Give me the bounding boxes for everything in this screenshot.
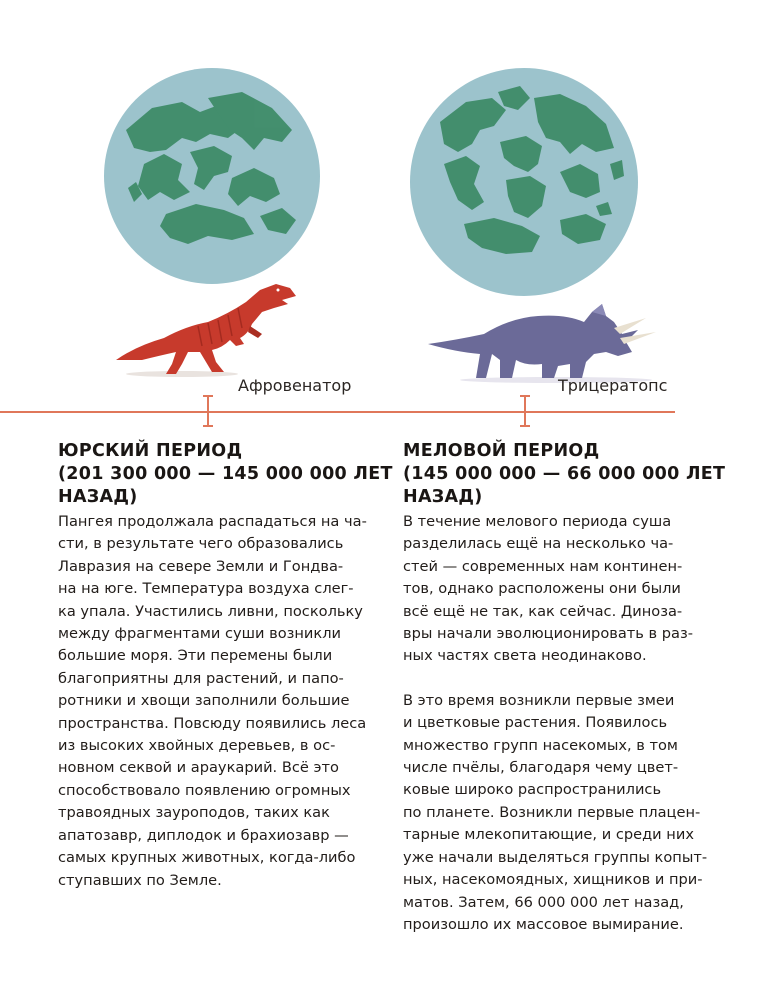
cretaceous-heading: МЕЛОВОЙ ПЕРИОД (145 000 000 — 66 000 000 ЛЕТ НАЗАД) [403, 441, 726, 507]
timeline-tick-cap [520, 395, 530, 397]
cretaceous-continents-illustration [410, 68, 638, 296]
cretaceous-paragraph-1: В течение мелового периода суша разделилась ещё на несколько ча- стей — современных нам континен- тов, однако расположены они были всё ещё не так, как сейчас. Диноза- вры начали эволюционировать в раз- ных частях света неодинаково. [403, 513, 694, 665]
timeline-tick-jurassic [207, 395, 209, 427]
timeline-tick-cap [203, 425, 213, 427]
jurassic-paragraph: Пангея продолжала распадаться на ча- сти, в результате чего образовались Лавразия на севере Земли и Гондва- на на юге. Температура воздуха слег- ка упала. Участились ливни, поскольку между фрагментами суши возникли большие моря. Эти перемены были благоприятны для растений, и папо- ротники и хвощи заполнили большие пространства. Повсюду появились леса из высоких хвойных деревьев, в ос- новном секвой и араукарий. Всё это способствовало появлению огромных травоядных зауроподов, таких как апатозавр, диплодок и брахиозавр — самых крупных животных, когда-либо ступавших по Земле. [58, 513, 367, 889]
cretaceous-section [403, 440, 726, 936]
cretaceous-paragraph-2: В это время возникли первые змеи и цветковые растения. Появилось множество групп насекомых, в том числе пчёлы, благодаря чему цвет- ковые широко распространились по планете. Возникли первые плацен- тарные млекопитающие, и среди них уже начали выделяться группы копыт- ных, насекомоядных, хищников и при- матов. Затем, 66 000 000 лет назад, произошло их массовое вымирание. [403, 691, 708, 933]
jurassic-globe-map [104, 68, 320, 284]
jurassic-heading: ЮРСКИЙ ПЕРИОД (201 300 000 — 145 000 000 ЛЕТ НАЗАД) [58, 441, 393, 507]
jurassic-section [58, 440, 393, 892]
timeline-tick-cretaceous [524, 395, 526, 427]
triceratops-illustration [426, 294, 664, 386]
timeline-tick-cap [203, 395, 213, 397]
triceratops-caption: Трицератопс [558, 376, 668, 395]
timeline-line [0, 411, 675, 413]
jurassic-continents-illustration [104, 68, 320, 284]
afrovenator-illustration [112, 268, 304, 380]
afrovenator-caption: Афровенатор [238, 376, 352, 395]
timeline-tick-cap [520, 425, 530, 427]
cretaceous-globe-map [410, 68, 638, 296]
